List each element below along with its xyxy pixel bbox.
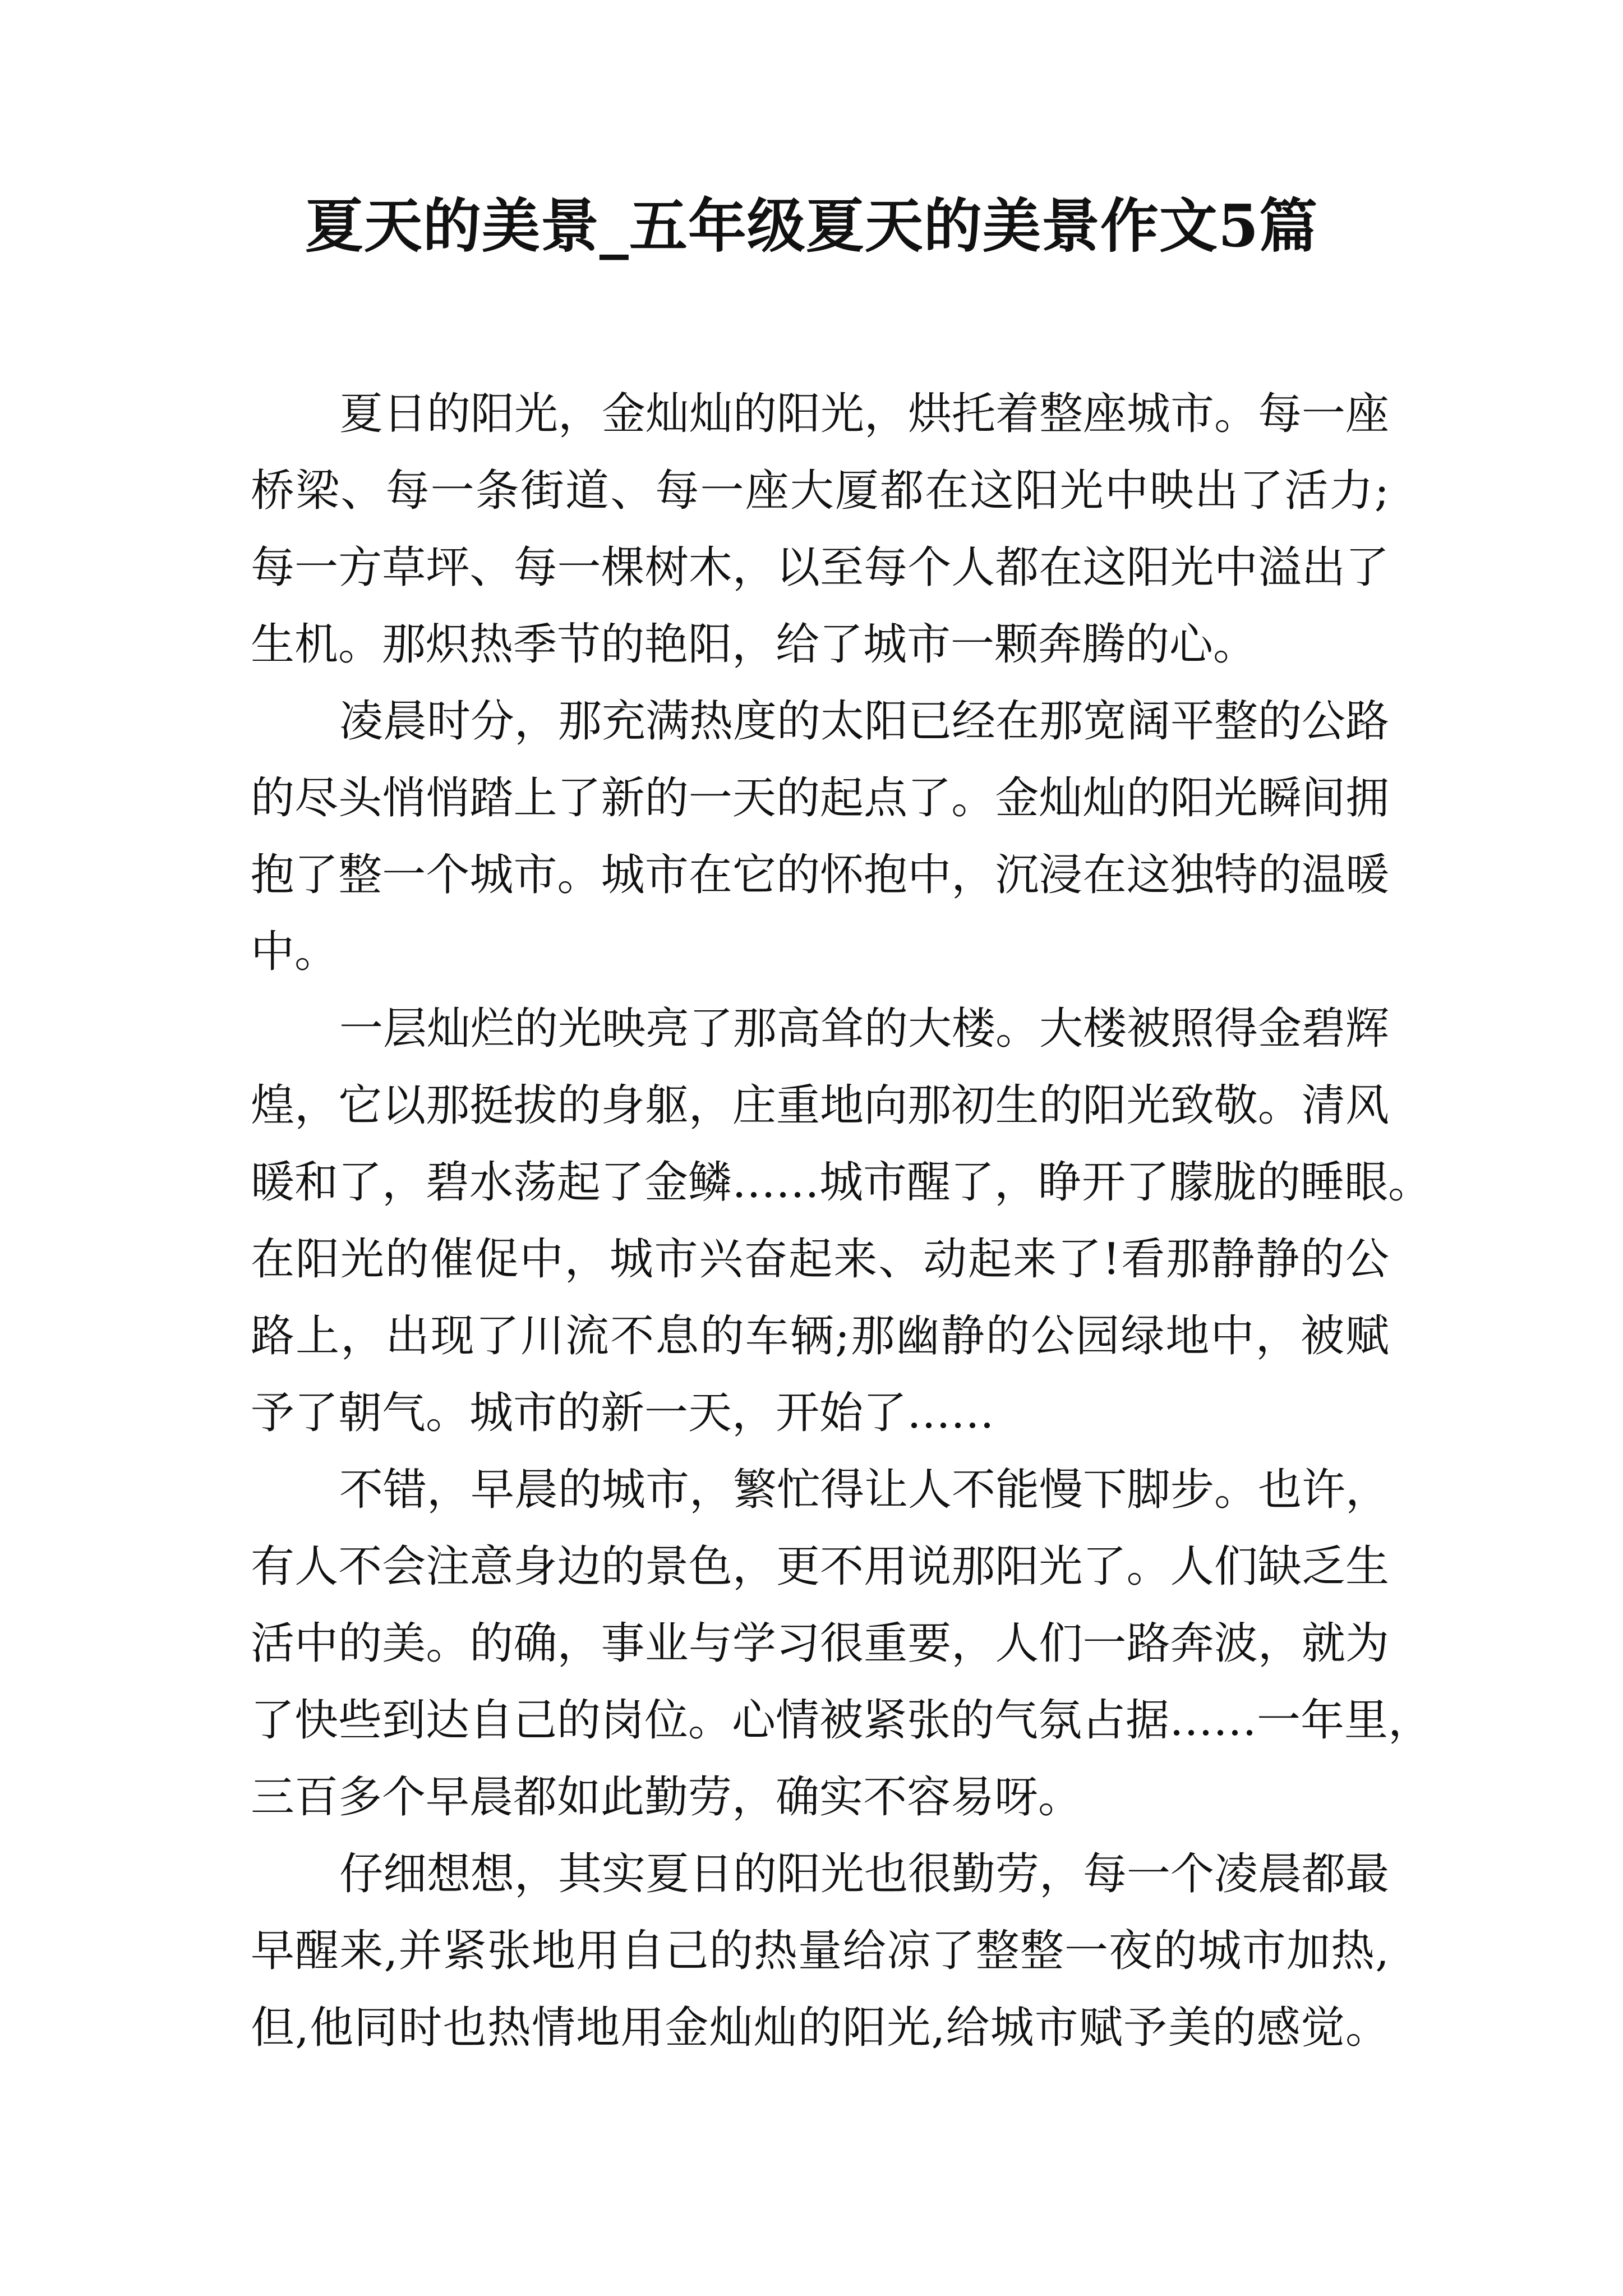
text-line: 凌晨时分，那充满热度的太阳已经在那宽阔平整的公路	[339, 696, 1390, 747]
paragraph-4	[251, 1452, 1432, 1836]
text-line: 中。	[251, 927, 339, 977]
document-body	[251, 376, 1432, 2067]
text-line: 活中的美。的确，事业与学习很重要，人们一路奔波，就为	[251, 1618, 1389, 1669]
text-line: 一层灿烂的光映亮了那高耸的大楼。大楼被照得金碧辉	[339, 1004, 1390, 1054]
text-line: 的尽头悄悄踏上了新的一天的起点了。金灿灿的阳光瞬间拥	[251, 773, 1389, 823]
text-line: 夏日的阳光，金灿灿的阳光，烘托着整座城市。每一座	[339, 389, 1390, 439]
text-line: 每一方草坪、每一棵树木，以至每个人都在这阳光中溢出了	[251, 542, 1389, 593]
text-line: 煌，它以那挺拔的身躯，庄重地向那初生的阳光致敬。清风	[251, 1080, 1389, 1131]
text-line: 有人不会注意身边的景色，更不用说那阳光了。人们缺乏生	[251, 1542, 1389, 1592]
paragraph-5	[251, 1836, 1389, 2067]
text-line: 早醒来,并紧张地用自己的热量给凉了整整一夜的城市加热,	[251, 1926, 1389, 1976]
text-line: 在阳光的催促中，城市兴奋起来、动起来了!看那静静的公	[251, 1234, 1389, 1285]
paragraph-3	[251, 991, 1432, 1452]
document-title: 夏天的美景_五年级夏天的美景作文5篇	[305, 191, 1318, 260]
text-line: 抱了整一个城市。城市在它的怀抱中，沉浸在这独特的温暖	[251, 850, 1389, 900]
text-line: 但,他同时也热情地用金灿灿的阳光,给城市赋予美的感觉。	[251, 2003, 1389, 2053]
text-line: 暖和了，碧水荡起了金鳞……城市醒了，睁开了朦胧的睡眼。	[251, 1157, 1432, 1208]
text-line: 仔细想想，其实夏日的阳光也很勤劳，每一个凌晨都最	[339, 1849, 1390, 1899]
paragraph-2	[251, 683, 1389, 991]
text-line: 不错，早晨的城市，繁忙得让人不能慢下脚步。也许，	[339, 1465, 1390, 1515]
text-line: 桥梁、每一条街道、每一座大厦都在这阳光中映出了活力;	[251, 466, 1389, 516]
paragraph-1	[251, 376, 1389, 683]
text-line: 了快些到达自己的岗位。心情被紧张的气氛占据……一年里，	[251, 1695, 1432, 1746]
text-line: 生机。那炽热季节的艳阳，给了城市一颗奔腾的心。	[251, 619, 1257, 670]
text-line: 路上，出现了川流不息的车辆;那幽静的公园绿地中，被赋	[251, 1311, 1389, 1361]
text-line: 三百多个早晨都如此勤劳，确实不容易呀。	[251, 1772, 1082, 1823]
text-line: 予了朝气。城市的新一天，开始了……	[251, 1388, 995, 1438]
